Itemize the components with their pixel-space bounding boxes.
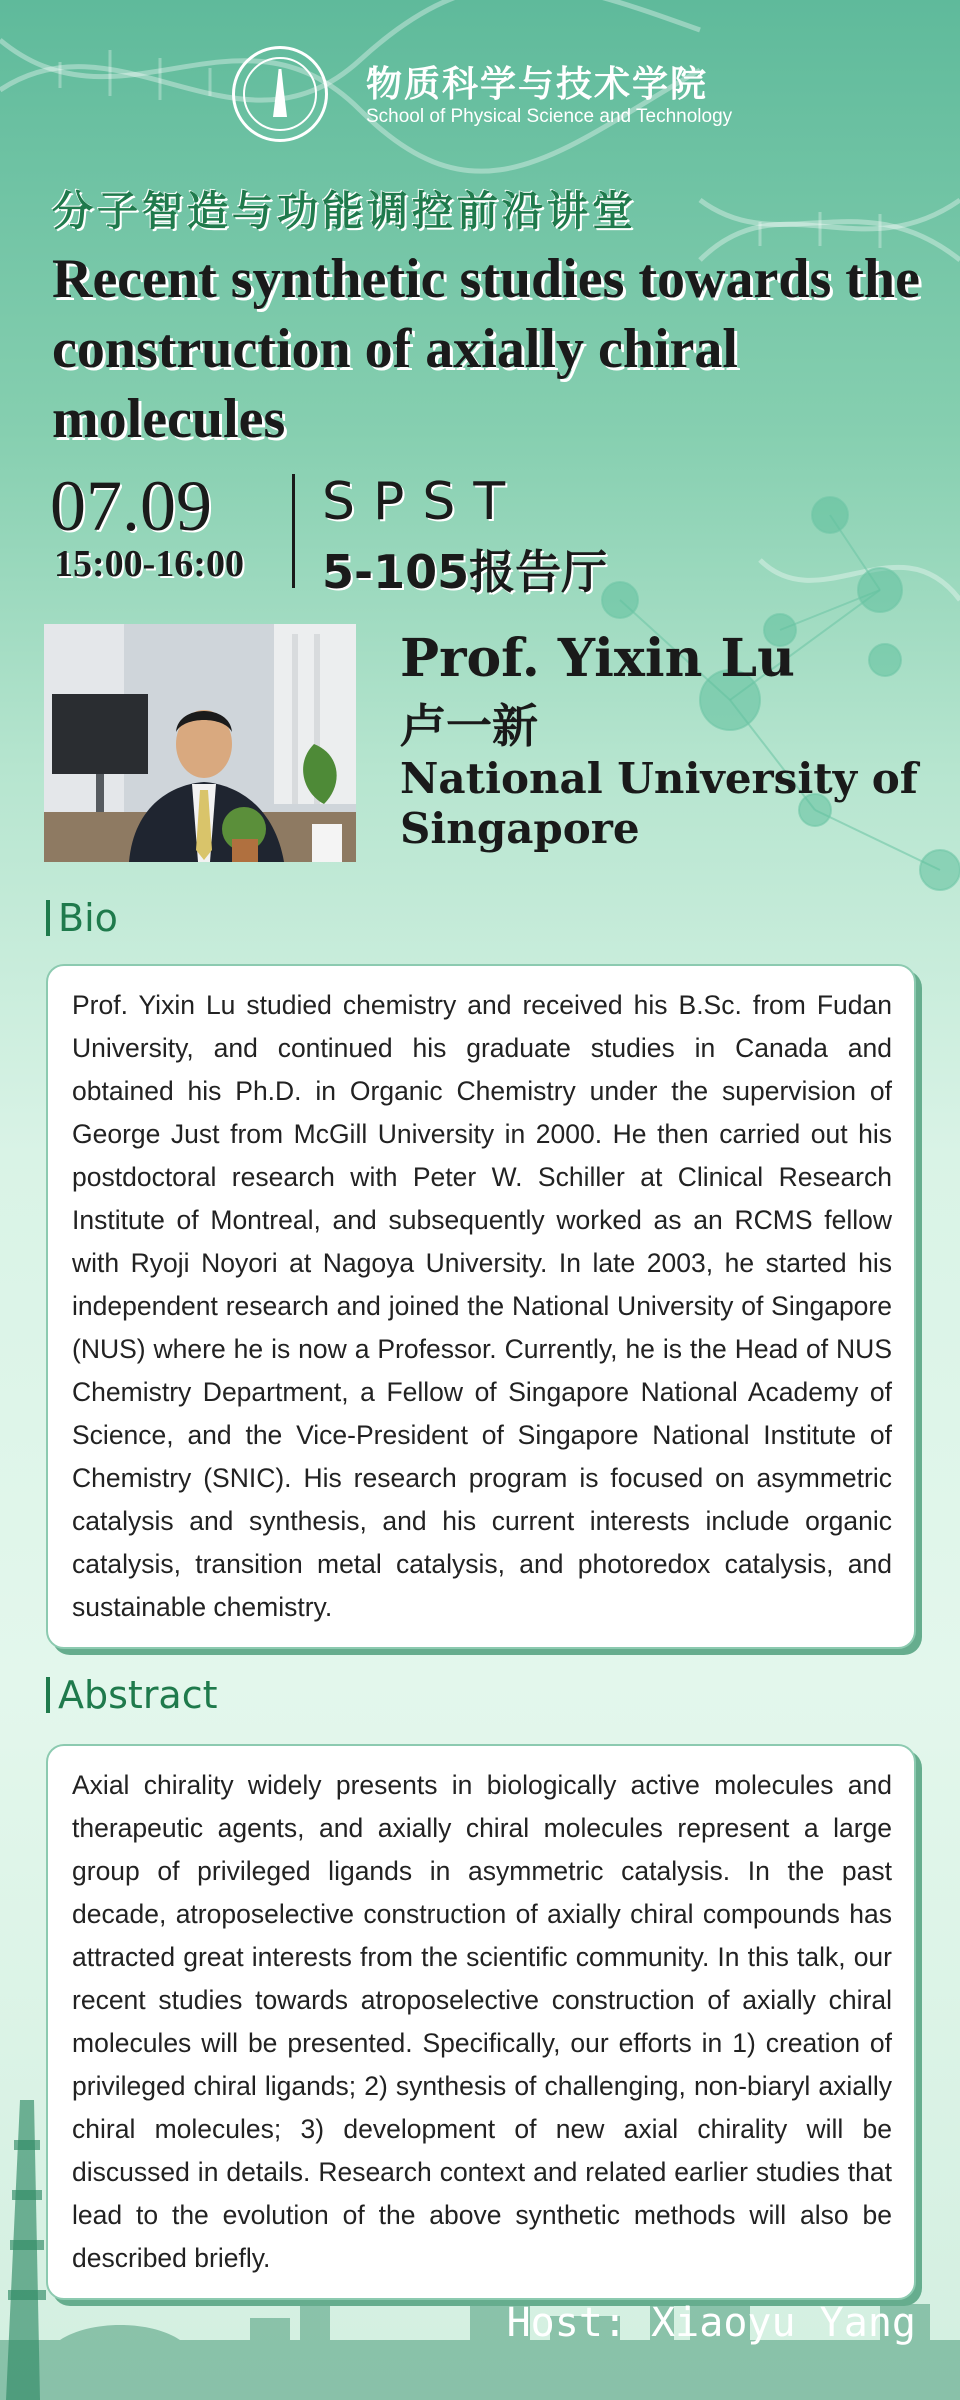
university-seal-icon — [232, 46, 328, 142]
venue-room: 5-105报告厅 — [322, 545, 608, 599]
school-name-en: School of Physical Science and Technology — [366, 106, 733, 127]
event-date: 07.09 — [50, 466, 212, 546]
abstract-heading — [46, 1673, 218, 1717]
speaker-name-cn: 卢一新 — [400, 699, 538, 753]
abstract-card — [46, 1744, 916, 2300]
speaker-affiliation: National University of Singapore — [400, 754, 918, 853]
heading-bar — [46, 900, 50, 936]
bio-card — [46, 964, 916, 1649]
divider — [292, 474, 295, 588]
heading-bar — [46, 1677, 50, 1713]
host-label: Host: Xiaoyu Yang — [506, 2300, 916, 2346]
bio-heading-label: Bio — [58, 896, 118, 940]
speaker-name-en: Prof. Yixin Lu — [400, 628, 795, 689]
school-name-cn: 物质科学与技术学院 — [366, 63, 709, 105]
event-time: 15:00-16:00 — [54, 543, 244, 585]
speaker-photo — [44, 624, 356, 862]
bio-heading — [46, 896, 118, 940]
bio-text: Prof. Yixin Lu studied chemistry and received his B.Sc. from Fudan University, and continued his graduate studies in Canada and obtained his Ph.D. in Organic Chemistry under the supervision of George Just from McGill University in 2000. He then carried out his postdoctoral research with Peter W. Schiller at Clinical Research Institute of Montreal, and subsequently worked as an RCMS fellow with Ryoji Noyori at Nagoya University. In late 2003, he started his independent research and joined the National University of Singapore (NUS) where he is now a Professor. Currently, he is the Head of NUS Chemistry Department, a Fellow of Singapore National Academy of Science, and the Vice-President of Singapore National Institute of Chemistry (SNIC). His research program is focused on asymmetric catalysis and synthesis, and his current interests include organic catalysis, transition metal catalysis, and photoredox catalysis, and sustainable chemistry. — [72, 990, 892, 1622]
abstract-heading-label: Abstract — [58, 1673, 218, 1717]
series-title: 分子智造与功能调控前沿讲堂 — [52, 187, 637, 235]
talk-title: Recent synthetic studies towards the construction of axially chiral molecules — [52, 248, 920, 450]
header — [232, 46, 752, 146]
abstract-text: Axial chirality widely presents in biologically active molecules and therapeutic agents, and axially chiral molecules represent a large group of privileged ligands in asymmetric catalysis. In the past decade, atroposelective construction of axially chiral compounds has attracted great interests from the scientific community. In this talk, our recent studies towards atroposelective construction of axially chiral molecules will be presented. Specifically, our efforts in 1) creation of privileged chiral ligands; 2) synthesis of challenging, non-biaryl axially chiral molecules; 3) development of new axial chirality will be discussed in details. Research context and related earlier studies that lead to the evolution of the above synthetic methods will also be described briefly. — [72, 1770, 892, 2273]
venue-building: SPST — [322, 472, 524, 532]
